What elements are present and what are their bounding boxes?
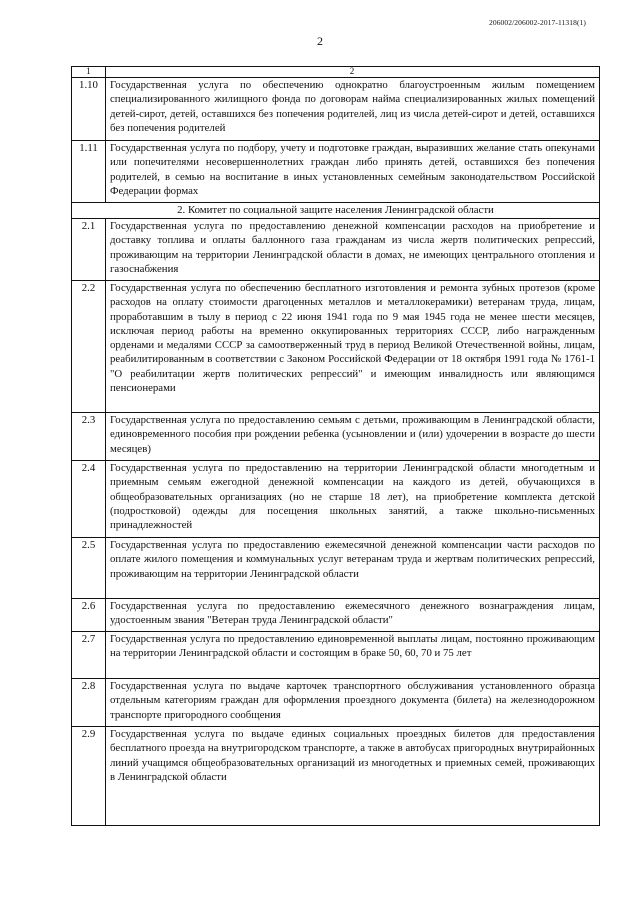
row-text: Государственная услуга по предоставлению единовременной выплаты лицам, постоянно проживающим на территории Ленинградской области и состоящим в браке 50, 60, 70 и 75 лет xyxy=(110,633,595,660)
row-number: 2.7 xyxy=(81,633,96,645)
header-col-1: 1 xyxy=(86,66,91,76)
row-number: 2.8 xyxy=(81,680,96,692)
section-heading: 2. Комитет по социальной защите населения Ленинградской области xyxy=(177,204,494,216)
table-row xyxy=(72,218,599,280)
row-number: 2.6 xyxy=(81,600,96,612)
row-number: 2.1 xyxy=(81,220,96,232)
table-row xyxy=(72,412,599,460)
row-text: Государственная услуга по предоставлению семьям с детьми, проживающим в Ленинградской области, единовременного пособия при рождении ребенка (усыновлении и (или) удочерении в возрасте до шести месяцев) xyxy=(110,414,595,455)
table-row xyxy=(72,598,599,631)
table-row xyxy=(72,537,599,598)
table-row xyxy=(72,726,599,825)
row-number: 2.4 xyxy=(81,462,96,474)
document-id: 206002/206002-2017-11318(1) xyxy=(489,18,586,27)
row-number: 2.5 xyxy=(81,539,96,551)
row-number: 2.3 xyxy=(81,414,96,426)
services-table xyxy=(71,66,600,826)
row-text: Государственная услуга по выдаче карточек транспортного обслуживания установленного образца отдельным категориям граждан для оформления проездного документа (билета) на железнодорожном транспорте пригородного сообщения xyxy=(110,680,595,721)
section-heading-row xyxy=(72,202,599,218)
row-text: Государственная услуга по обеспечению бесплатного изготовления и ремонта зубных протезов (кроме расходов на оплату стоимости драгоценных металлов и металлокерамики) ветеранам труда, лицам, проработавшим в тылу в период с 22 июня 1941 года по 9 мая 1945 года не менее шести месяцев, исключая период работы на временно оккупированных территориях СССР, либо награжденным орденами и медалями СССР за самоотверженный труд в период Великой Отечественной войны, лицам, реабилитированным в соответствии с Законом Российской Федерации от 18 октября 1991 года № 1761-1 "О реабилитации жертв политических репрессий" и имеющим инвалидность или являющимся пенсионерами xyxy=(110,282,595,395)
row-text: Государственная услуга по выдаче единых социальных проездных билетов для предоставления бесплатного проезда на внутригородском транспорте, а также в автобусах пригородных внутрирайонных линий учащимся общеобразовательных организаций из многодетных и приемных семей, проживающих в Ленинградской области xyxy=(110,728,595,783)
table-row xyxy=(72,140,599,202)
row-text: Государственная услуга по обеспечению однократно благоустроенным жилым помещением специализированного жилищного фонда по договорам найма специализированных жилых помещений детей-сирот, детей, оставшихся без попечения родителей, лиц из числа детей-сирот и детей, оставшихся без попечения родителей xyxy=(110,79,595,134)
row-number: 2.9 xyxy=(81,728,96,740)
row-text: Государственная услуга по предоставлению ежемесячной денежной компенсации части расходов по оплате жилого помещения и коммунальных услуг ветеранам труда и жертвам политических репрессий, проживающим на территории Ленинградской области xyxy=(110,539,595,580)
row-number: 1.11 xyxy=(79,142,98,154)
row-text: Государственная услуга по предоставлению денежной компенсации расходов на приобретение и доставку топлива и оплаты баллонного газа гражданам из числа жертв политических репрессий, проживающим на территории Ленинградской области в домах, не имеющих центрального отопления и газоснабжения xyxy=(110,220,595,275)
table-row xyxy=(72,77,599,140)
header-col-2: 2 xyxy=(349,66,355,76)
row-text: Государственная услуга по предоставлению ежемесячного денежного вознаграждения лицам, удостоенным звания "Ветеран труда Ленинградской области" xyxy=(110,600,595,627)
page-number: 2 xyxy=(317,34,323,48)
table-row xyxy=(72,678,599,726)
table-header-row xyxy=(72,67,599,77)
row-text: Государственная услуга по предоставлению на территории Ленинградской области многодетным и приемным семьям ежегодной денежной компенсации на каждого из детей, обучающихся в общеобразовательных организациях (но не старше 18 лет), на приобретение комплекта детской (подростковой) одежды для посещения школьных занятий, а также школьно-письменных принадлежностей xyxy=(110,462,595,532)
row-number: 1.10 xyxy=(79,79,98,91)
row-number: 2.2 xyxy=(81,282,96,294)
row-text: Государственная услуга по подбору, учету и подготовке граждан, выразивших желание стать опекунами или попечителями несовершеннолетних граждан либо принять детей, оставшихся без попечения родителей, в семью на воспитание в иных установленных семейным законодательством Российской Федерации формах xyxy=(110,142,595,197)
table-row xyxy=(72,631,599,678)
table-row xyxy=(72,460,599,537)
table-row xyxy=(72,280,599,412)
